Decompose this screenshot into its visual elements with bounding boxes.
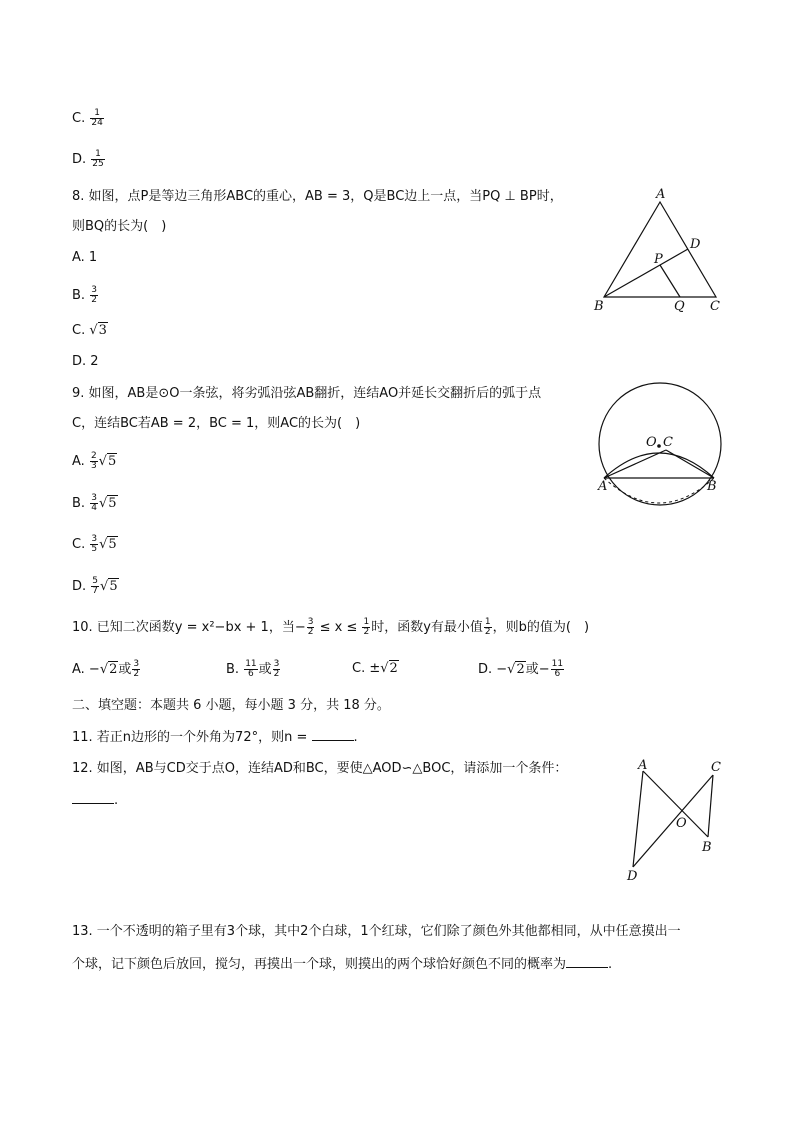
q13-stem-line1: 13. 一个不透明的箱子里有3个球，其中2个白球，1个红球，它们除了颜色外其他都相同，从中任意摸出一 — [72, 924, 681, 939]
q9-option-b: B. $\frac{3}{4}$ √5 — [72, 493, 117, 513]
q8-option-b: B. $\frac{3}{2}$ — [72, 285, 97, 305]
q8-stem-line2: 则BQ的长为( ) — [72, 219, 167, 234]
q9-label-b: B — [707, 479, 717, 494]
q9-circle-figure — [590, 378, 730, 513]
q8-label-a: A — [656, 187, 666, 202]
q9-stem-line2: C，连结BC若AB = 2，BC = 1，则AC的长为( ) — [72, 416, 361, 431]
q12-stem-line1: 12. 如图，AB与CD交于点O，连结AD和BC，要使△AOD∽△BOC，请添加一个条件： — [72, 761, 568, 776]
q8-option-d: D. 2 — [72, 354, 99, 369]
q9-option-c: C. $\frac{3}{5}$ √5 — [72, 534, 117, 554]
q12-label-d: D — [627, 869, 638, 884]
q12-answer-blank — [72, 791, 114, 804]
q12-label-b: B — [702, 840, 712, 855]
q11-answer-blank — [312, 728, 354, 741]
q8-option-a: A. 1 — [72, 250, 98, 265]
q8-option-c: C. √3 — [72, 323, 107, 338]
q8-label-d: D — [690, 237, 701, 252]
q13-stem-line2: 个球，记下颜色后放回，搅匀，再摸出一个球，则摸出的两个球恰好颜色不同的概率为 . — [72, 957, 613, 972]
q10-option-b: B. $\frac{11}{6}$ 或 $\frac{3}{2}$ — [226, 659, 280, 679]
q12-figure — [620, 755, 730, 885]
q10-option-d: D. −√2或− $\frac{11}{6}$ — [478, 659, 564, 679]
q8-stem-line1: 8. 如图，点P是等边三角形ABC的重心，AB = 3，Q是BC边上一点，当PQ ⊥ BP时， — [72, 189, 563, 204]
q12-stem-line2: . — [72, 791, 118, 810]
q8-label-p: P — [654, 252, 663, 267]
q9-option-d: D. $\frac{5}{7}$ √5 — [72, 576, 118, 596]
q13-answer-blank — [566, 955, 608, 968]
q12-label-a: A — [638, 758, 648, 773]
q12-label-c: C — [711, 760, 721, 775]
q10-option-c: C. ±√2 — [352, 661, 398, 676]
q8-triangle-figure — [590, 180, 730, 315]
q7-option-c: C. $\frac{1}{24}$ — [72, 108, 103, 128]
q9-label-o: O — [646, 435, 657, 450]
q7-option-d: D. $\frac{1}{25}$ — [72, 149, 104, 169]
q8-label-c: C — [710, 299, 720, 314]
q9-stem-line1: 9. 如图，AB是⊙O一条弦，将劣弧沿弦AB翻折，连结AO并延长交翻折后的弧于点 — [72, 386, 542, 401]
q10-stem: 10. 已知二次函数y = x²−bx + 1，当− $\frac{3}{2}$ ≤ x ≤ $\frac{1}{2}$ 时，函数y有最小值 $\frac{1}{2}$ ，则b的值为( ) — [72, 617, 590, 637]
q9-label-c: C — [663, 435, 673, 450]
q9-label-a: A — [598, 479, 608, 494]
q9-option-a: A. $\frac{2}{3}$ √5 — [72, 451, 117, 471]
q10-option-a: A. −√2或 $\frac{3}{2}$ — [72, 659, 140, 679]
q8-label-q: Q — [674, 299, 685, 314]
q12-label-o: O — [676, 816, 687, 831]
section-heading: 二、填空题：本题共 6 小题，每小题 3 分，共 18 分。 — [72, 698, 390, 713]
q11-stem: 11. 若正n边形的一个外角为72°，则n = . — [72, 730, 358, 745]
q8-label-b: B — [594, 299, 604, 314]
